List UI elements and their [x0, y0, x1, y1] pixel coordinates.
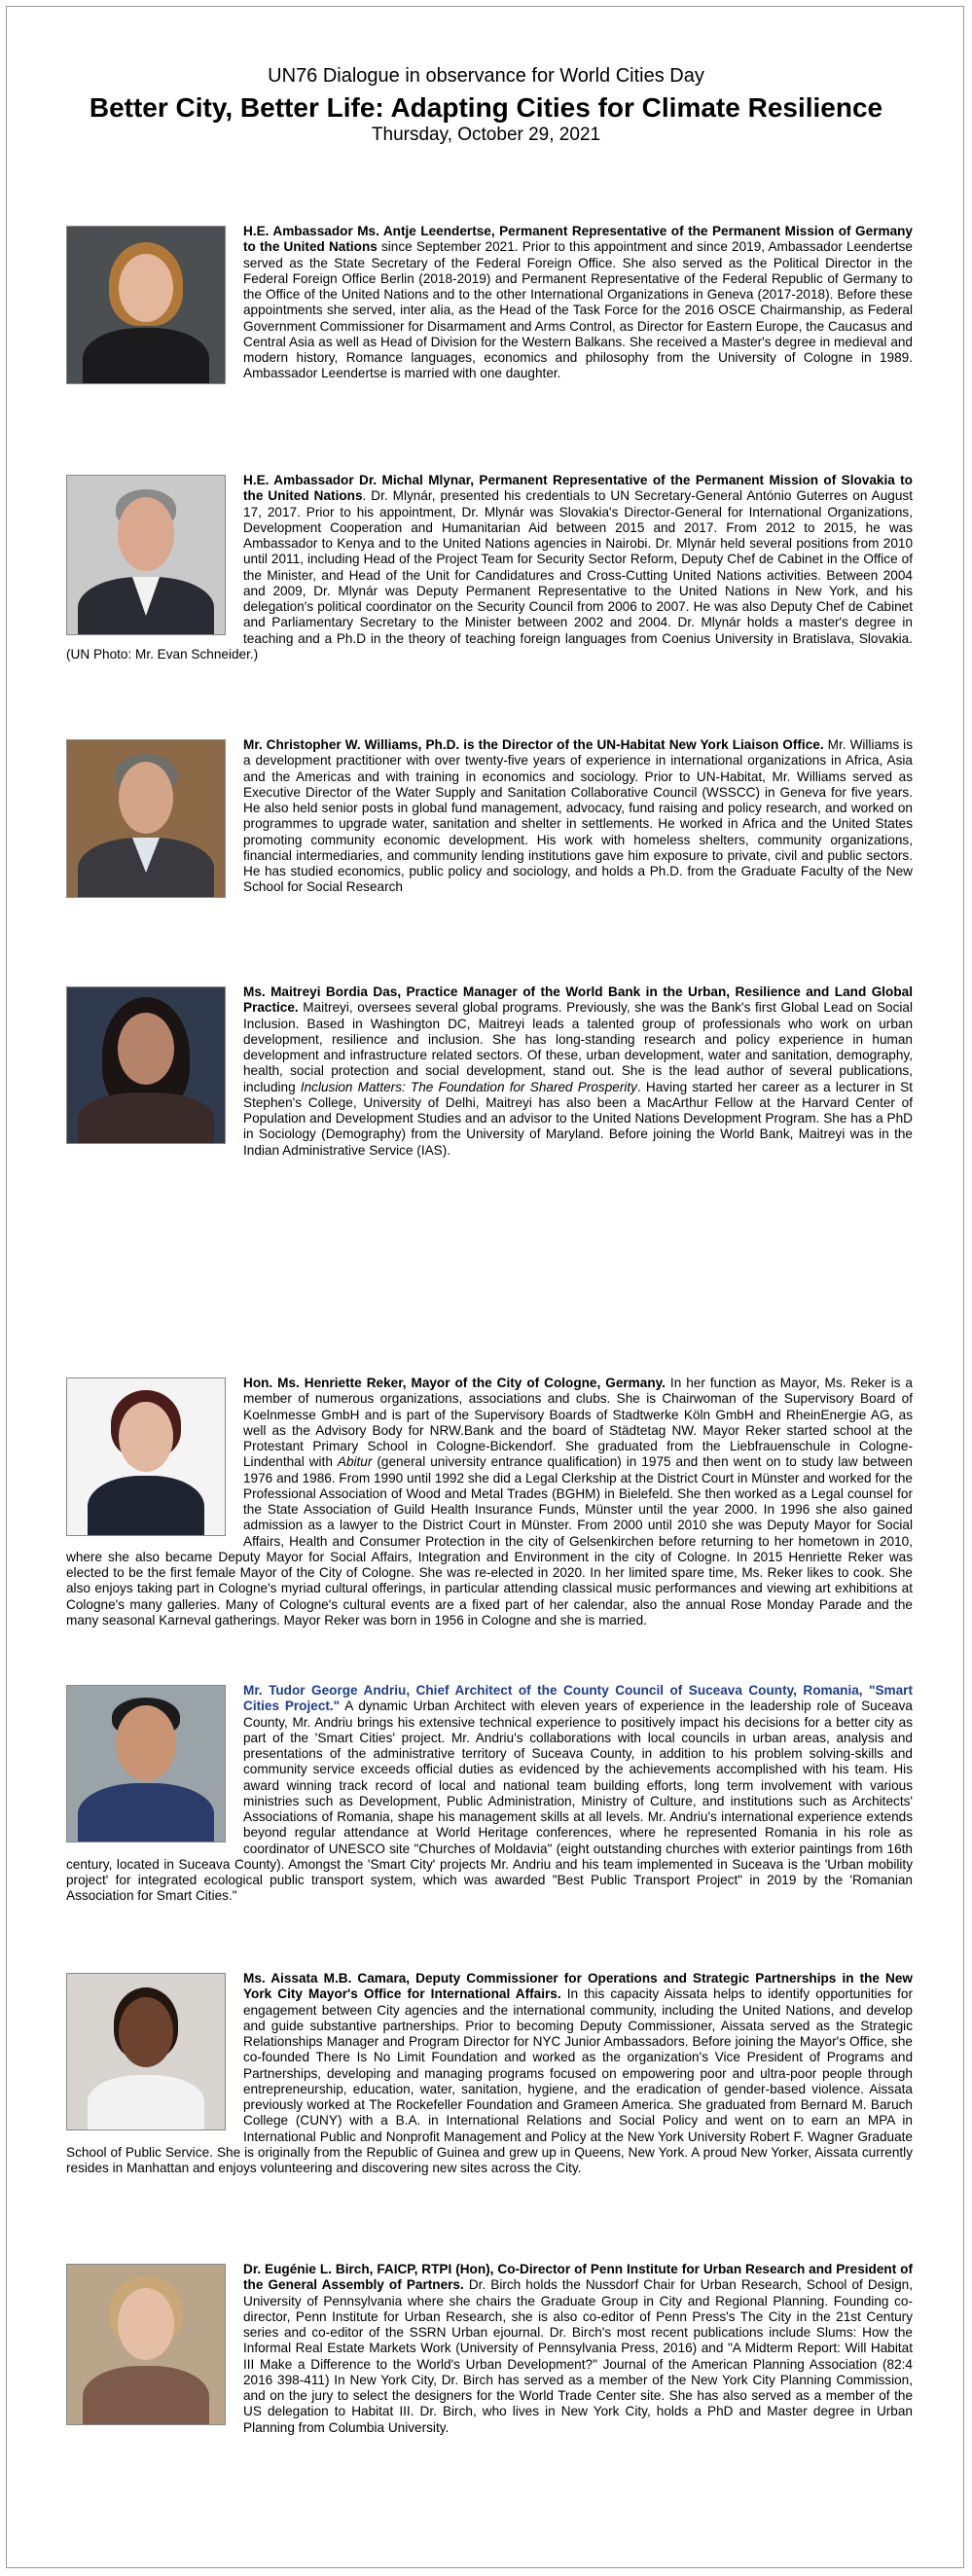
bio-name: Mr. Christopher W. Williams, Ph.D. is the Director of the UN-Habitat New York Liaison Office.	[243, 737, 824, 752]
photo-reker	[66, 1377, 226, 1536]
header	[0, 64, 972, 146]
event-date: Thursday, October 29, 2021	[371, 125, 601, 145]
bio-das	[66, 984, 913, 1159]
bio-reker	[66, 1376, 913, 1628]
bio-text: . Dr. Mlynár, presented his credentials to UN Secretary-General António Guterres on August 17, 2017. Prior to his appointment, Dr. Mlynár was Slovakia's Director-General for International Organizations, Development Cooperation and Humanitarian Aid between 2015 and 2017. From 2012 to 2015, he was Ambassador to Kenya and to the United Nations agencies in Nairobi. Dr. Mlynár held several positions from 2010 until 2011, including Head of the Project Team for Security Sector Reform, Deputy Chef de Cabinet in the Office of the Minister, and Head of the Unit for Candidatures and Cross-Cutting United Nations activities. Between 2004 and 2009, Dr. Mlynár was Deputy Permanent Representative to the United Nations in New York, and his delegation's political coordinator on the Security Council from 2006 to 2007. He was also Deputy Chef de Cabinet and Parliamentary Secretary to the Minister between 2002 and 2004. Dr. Mlynár holds a master's degree in teaching and a Ph.D in the theory of teaching foreign languages from Coenius University in Bratislava, Slovakia. (UN Photo: Mr. Evan Schneider.)	[66, 488, 913, 662]
bio-name: Ms. Maitreyi Bordia Das, Practice Manager of the World Bank in the Urban, Resilience and Land Global Practice.	[243, 984, 913, 1016]
bio-andriu	[66, 1683, 913, 1905]
photo-das	[66, 986, 226, 1144]
bio-williams	[66, 737, 913, 902]
event-title: Better City, Better Life: Adapting Cities for Climate Resilience	[89, 92, 883, 123]
event-pretitle: UN76 Dialogue in observance for World Cities Day	[268, 65, 704, 87]
bio-term: Abitur	[337, 1454, 373, 1470]
bio-text: since September 2021. Prior to this appointment and since 2019, Ambassador Leendertse served as the State Secretary of the Federal Foreign Office. She also served as the Political Director in the Federal Foreign Office Berlin (2018-2019) and Permanent Representative of the Federal Republic of Germany to the Office of the United Nations and to the other International Organizations in Geneva (2017-2018). Before these appointments she served, inter alia, as the Head of the Task Force for the 2016 OSCE Chairmanship, as Federal Government Commissioner for Disarmament and Arms Control, as Director for Eastern Europe, the Caucasus and Central Asia as well as Head of Division for the Western Balkans. She received a Master's degree in medieval and modern history, Romance languages, economics and philosophy from the University of Cologne in 1989. Ambassador Leendertse is married with one daughter.	[243, 239, 913, 381]
bio-name: Mr. Tudor George Andriu, Chief Architect of the County Council of Suceava County, Romania, "Smart Cities Project."	[243, 1683, 913, 1714]
bio-name: H.E. Ambassador Dr. Michal Mlynar, Permanent Representative of the Permanent Mission of Slovakia to the United Nations	[243, 473, 913, 504]
bio-mlynar	[66, 473, 913, 662]
bio-name: Dr. Eugénie L. Birch, FAICP, RTPI (Hon), Co-Director of Penn Institute for Urban Research and President of the General Assembly of Partners.	[243, 2262, 913, 2293]
bio-camara	[66, 1971, 913, 2176]
photo-birch	[66, 2264, 226, 2425]
bio-birch	[66, 2262, 913, 2436]
bio-leendertse	[66, 224, 913, 388]
photo-andriu	[66, 1685, 226, 1843]
bio-name: H.E. Ambassador Ms. Antje Leendertse, Permanent Representative of the Permanent Mission of Germany to the United Nations	[243, 224, 913, 255]
bio-name: Hon. Ms. Henriette Reker, Mayor of the City of Cologne, Germany.	[243, 1376, 666, 1390]
photo-leendertse	[66, 226, 226, 384]
page-frame	[6, 6, 964, 2568]
bio-text: A dynamic Urban Architect with eleven years of experience in the leadership role of Suceava County, Mr. Andriu brings his extensive technical experience to positively impact his decisions for a better city as part of the 'Smart Cities' project. Mr. Andriu's collaborations with local councils in urban areas, analysis and presentations of the administrative territory of Suceava County, in addition to his problem solving-skills and community service exceeds official duties as evidenced by the achievements accomplished with his team. His award winning track record of local and national team building efforts, long term involvement with various ministries such as Development, Public Administration, Ministry of Culture, and institutions such as Architects' Associations of Romania, shape his management skills at all levels. Mr. Andriu's international experience extends beyond regular attendance at World Heritage conferences, where he represented Romania in his role as coordinator of UNESCO site "Churches of Moldavia" (eight outstanding churches with exterior paintings from 16th century, located in Suceava County). Amongst the 'Smart City' projects Mr. Andriu and his team implemented in Suceava is the 'Urban mobility project' for integrated ecological public transport system, which was awarded "Best Public Transport Project" in 2019 by the 'Romanian Association for Smart Cities."	[66, 1699, 913, 1904]
photo-mlynar	[66, 475, 226, 635]
bio-text: Maitreyi, oversees several global programs. Previously, she was the Bank's first Global Lead on Social Inclusion. Based in Washington DC, Maitreyi leads a talented group of professionals who work on urban development, resilience and inclusion. She has long-standing research and policy experience in human development and infrastructure related sectors. Of these, urban development, water and sanitation, demography, health, social protection and social development, stand out. She is the lead author of several publications, including	[243, 1000, 913, 1094]
bio-name: Ms. Aissata M.B. Camara, Deputy Commissioner for Operations and Strategic Partnerships in the New York City Mayor's Office for International Affairs.	[243, 1971, 913, 2002]
photo-camara	[66, 1973, 226, 2130]
photo-williams	[66, 739, 226, 898]
bio-text: In this capacity Aissata helps to identify opportunities for engagement between City agencies and the international community, including the United Nations, and develop and guide substantive partnerships. Prior to becoming Deputy Commissioner, Aissata served as the Strategic Relationships Manager and Program Director for NYC Junior Ambassadors. Before joining the Mayor's Office, she co-founded There Is No Limit Foundation and worked as the organization's Vice President of Programs and Partnerships, developing and managing programs focused on empowering poor and ultra-poor people through entrepreneurship, education, water, sanitation, hygiene, and the eradication of gender-based violence. Aissata previously worked at The Rockefeller Foundation and Grameen America. She graduated from Bernard M. Baruch College (CUNY) with a B.A. in International Relations and Social Policy and went on to earn an MPA in International Public and Nonprofit Management and Policy at the New York University Robert F. Wagner Graduate School of Public Service. She is originally from the Republic of Guinea and grew up in Queens, New York. A proud New Yorker, Aissata currently resides in Manhattan and enjoys volunteering and discovering new sites across the City.	[66, 1986, 913, 2175]
bio-publication-title: Inclusion Matters: The Foundation for Shared Prosperity	[300, 1079, 637, 1094]
bio-text: In her function as Mayor, Ms. Reker is a member of numerous organizations, associations and clubs. She is Chairwoman of the Supervisory Board of Koelnmesse GmbH and is part of the Supervisory Boards of Stadtwerke Köln GmbH and RheinEnergie AG, as well as the Advisory Body for NRW.Bank and the board of Städtetag NW. Mayor Reker started school at the Protestant Primary School in Cologne-Bickendorf. She graduated from the Liebfrauenschule in Cologne-Lindenthal with	[243, 1376, 913, 1470]
bio-text-continued: . Having started her career as a lecturer in St Stephen's College, University of Delhi, Maitreyi has also been a MacArthur Fellow at the Harvard Center of Population and Development Studies and an advisor to the United Nations Development Program. She has a PhD in Sociology (Demography) from the University of Maryland. Before joining the World Bank, Maitreyi was in the Indian Administrative Service (IAS).	[243, 1079, 914, 1158]
bio-text: Mr. Williams is a development practitioner with over twenty-five years of experience in international organizations in Africa, Asia and the Americas and with training in economics and sociology. Prior to UN-Habitat, Mr. Williams served as Executive Director of the Water Supply and Sanitation Collaborative Council (WSSCC) in Geneva for five years. He also held senior posts in global fund management, advocacy, fund raising and policy research, and worked on programmes to upgrade water, sanitation and shelter in settlements. He worked in Africa and the United States promoting community economic development. His work with homeless shelters, community organizations, financial intermediaries, and community lending institutions gave him exposure to private, civil and public sectors. He has studied economics, public policy and sociology, and holds a Ph.D. from the Graduate Faculty of the New School for Social Research	[243, 737, 914, 895]
bio-text-continued: (general university entrance qualification) in 1975 and then went on to study law between 1976 and 1986. From 1990 until 1992 she did a Legal Clerkship at the District Court in Münster and worked for the Professional Association of Wood and Metal Trades (BGHM) in Bielefeld. She then worked as a Legal counsel for the State Association of Guild Health Insurance Funds, Münster until the year 2000. In 1996 she also gained admission as a lawyer to the District Court in Münster. From 2000 until 2010 she was Deputy Mayor for Social Affairs, Health and Consumer Protection in the city of Gelsenkirchen before returning to her hometown in 2010, where she also became Deputy Mayor for Social Affairs, Integration and Environment in the city of Cologne. In 2015 Henriette Reker was elected to be the first female Mayor of the City of Cologne. She was re-elected in 2020. In her limited spare time, Ms. Reker likes to cook. She also enjoys taking part in Cologne's myriad cultural offerings, in particular attending classical music performances and viewing art exhibitions at Cologne's many galleries. Many of Cologne's cultural events are a fixed part of her calendar, also the annual Rose Monday Parade and the many seasonal Karneval gatherings. Mayor Reker was born in 1956 in Cologne and she is married.	[66, 1454, 913, 1628]
bio-text: Dr. Birch holds the Nussdorf Chair for Urban Research, School of Design, University of Pennsylvania where she chairs the Graduate Group in City and Regional Planning. Founding co-director, Penn Institute for Urban Research, she is also co-editor of Penn Press's The City in the 21st Century series and co-editor of the SSRN Urban ejournal. Dr. Birch's most recent publications include Slums: How the Informal Real Estate Markets Work (University of Pennsylvania Press, 2016) and "A Midterm Report: Will Habitat III Make a Difference to the World's Urban Development?" Journal of the American Planning Association (82:4 2016 398-411) In New York City, Dr. Birch has served as a member of the New York City Planning Commission, and on the jury to select the designers for the World Trade Center site. She has also served as a member of the US delegation to Habitat III. Dr. Birch, who lives in New York City, holds a PhD and Master degree in Urban Planning from Columbia University.	[243, 2277, 913, 2435]
